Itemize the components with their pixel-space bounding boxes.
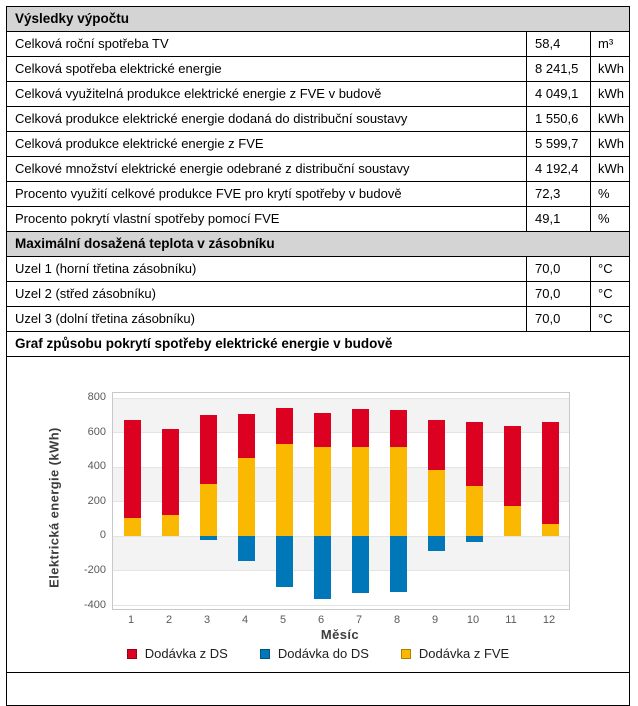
gridline (113, 605, 569, 606)
row-unit: % (590, 182, 629, 206)
bar-segment (276, 408, 293, 444)
row-value: 5 599,7 (526, 132, 590, 156)
x-tick-label: 10 (466, 614, 480, 626)
x-tick-label: 2 (165, 614, 173, 626)
x-tick-label: 12 (542, 614, 556, 626)
row-value: 4 192,4 (526, 157, 590, 181)
row-label: Procento pokrytí vlastní spotřeby pomocí FVE (15, 211, 280, 226)
temperature-rows (7, 257, 629, 332)
temperature-section-header: Maximální dosažená teplota v zásobníku (7, 232, 629, 257)
bar-segment (238, 458, 255, 537)
bar-segment (352, 447, 369, 537)
table-row (7, 57, 629, 82)
gridline (113, 536, 569, 537)
row-unit: kWh (590, 132, 629, 156)
bar-segment (162, 515, 179, 537)
bar-segment-negative (466, 536, 483, 541)
table-row (7, 257, 629, 282)
row-value: 58,4 (526, 32, 590, 56)
y-tick-label: -400 (83, 598, 106, 611)
legend-item (127, 646, 228, 661)
gridline (113, 501, 569, 502)
results-report (6, 6, 630, 706)
row-label: Celková využitelná produkce elektrické energie z FVE v budově (15, 86, 382, 101)
row-unit: kWh (590, 82, 629, 106)
y-tick-label: 800 (87, 391, 106, 404)
energy-coverage-chart (7, 357, 629, 673)
row-unit: °C (590, 257, 629, 281)
bar-segment (352, 409, 369, 446)
y-tick-label: 600 (87, 425, 106, 438)
bar-segment (428, 470, 445, 537)
x-tick-label: 4 (241, 614, 249, 626)
bar-segment-negative (276, 536, 293, 587)
plot-band (113, 467, 569, 502)
gridline (113, 398, 569, 399)
row-value: 4 049,1 (526, 82, 590, 106)
x-tick-label: 8 (393, 614, 401, 626)
legend-marker-icon (260, 649, 270, 659)
x-tick-label: 6 (317, 614, 325, 626)
bar-segment (504, 426, 521, 506)
x-tick-label: 7 (355, 614, 363, 626)
gridline (113, 432, 569, 433)
row-value: 72,3 (526, 182, 590, 206)
row-unit: m³ (590, 32, 629, 56)
row-unit: kWh (590, 57, 629, 81)
bar-segment (542, 524, 559, 536)
x-tick-label: 11 (505, 614, 517, 626)
plot-band (113, 398, 569, 433)
bar-segment (162, 429, 179, 515)
bar-segment-negative (352, 536, 369, 592)
legend-label: Dodávka z FVE (418, 646, 510, 661)
row-unit: kWh (590, 107, 629, 131)
row-value: 70,0 (526, 282, 590, 306)
y-tick-label: -200 (83, 563, 106, 576)
table-row (7, 182, 629, 207)
row-value: 8 241,5 (526, 57, 590, 81)
bar-segment (542, 422, 559, 525)
bar-segment-negative (428, 536, 445, 551)
table-row (7, 207, 629, 232)
legend-item (401, 646, 509, 661)
bar-segment (466, 422, 483, 487)
bar-segment (466, 486, 483, 536)
bar-segment (428, 420, 445, 470)
table-row (7, 282, 629, 307)
table-row (7, 132, 629, 157)
results-section-header: Výsledky výpočtu (7, 7, 629, 32)
row-value: 49,1 (526, 207, 590, 231)
row-value: 70,0 (526, 307, 590, 331)
plot-area (112, 392, 570, 610)
bar-segment (200, 415, 217, 483)
bar-segment-negative (238, 536, 255, 560)
y-tick-label: 200 (87, 494, 106, 507)
bar-segment (390, 447, 407, 536)
gridline (113, 467, 569, 468)
x-axis-title: Měsíc (320, 627, 360, 642)
row-label: Celkové množství elektrické energie odebrané z distribuční soustavy (15, 161, 410, 176)
bar-segment (390, 410, 407, 447)
bar-segment (124, 420, 141, 518)
row-label: Celková produkce elektrické energie z FVE (15, 136, 264, 151)
bar-segment (314, 413, 331, 448)
table-row (7, 32, 629, 57)
bar-segment (124, 518, 141, 536)
table-row (7, 307, 629, 332)
bar-segment-negative (390, 536, 407, 591)
x-tick-label: 1 (127, 614, 135, 626)
legend-marker-icon (127, 649, 137, 659)
x-tick-label: 3 (203, 614, 211, 626)
bar-segment (238, 414, 255, 458)
row-unit: kWh (590, 157, 629, 181)
y-axis-title: Elektrická energie (kWh) (46, 427, 62, 588)
x-tick-label: 9 (431, 614, 439, 626)
row-value: 70,0 (526, 257, 590, 281)
row-label: Uzel 2 (střed zásobníku) (15, 286, 156, 301)
row-label: Celková produkce elektrické energie dodaná do distribuční soustavy (15, 111, 408, 126)
bar-segment-negative (200, 536, 217, 539)
bar-segment (314, 447, 331, 536)
chart-section-header: Graf způsobu pokrytí spotřeby elektrické energie v budově (7, 332, 629, 357)
legend-marker-icon (401, 649, 411, 659)
x-tick-label: 5 (279, 614, 287, 626)
row-label: Procento využití celkové produkce FVE pro krytí spotřeby v budově (15, 186, 402, 201)
bar-segment (200, 484, 217, 537)
bar-segment-negative (314, 536, 331, 598)
row-unit: % (590, 207, 629, 231)
row-label: Celková roční spotřeba TV (15, 36, 169, 51)
plot-band (113, 536, 569, 571)
table-row (7, 157, 629, 182)
row-label: Uzel 3 (dolní třetina zásobníku) (15, 311, 195, 326)
row-unit: °C (590, 282, 629, 306)
row-label: Celková spotřeba elektrické energie (15, 61, 222, 76)
row-unit: °C (590, 307, 629, 331)
legend-item (260, 646, 369, 661)
bar-segment (276, 444, 293, 536)
legend-label: Dodávka z DS (144, 646, 228, 661)
chart-legend (7, 646, 629, 661)
row-label: Uzel 1 (horní třetina zásobníku) (15, 261, 197, 276)
results-rows (7, 32, 629, 232)
empty-next-row (7, 673, 629, 693)
gridline (113, 570, 569, 571)
table-row (7, 107, 629, 132)
table-row (7, 82, 629, 107)
legend-label: Dodávka do DS (277, 646, 369, 661)
row-value: 1 550,6 (526, 107, 590, 131)
y-tick-label: 400 (87, 460, 106, 473)
bar-segment (504, 506, 521, 536)
y-tick-label: 0 (99, 529, 106, 542)
